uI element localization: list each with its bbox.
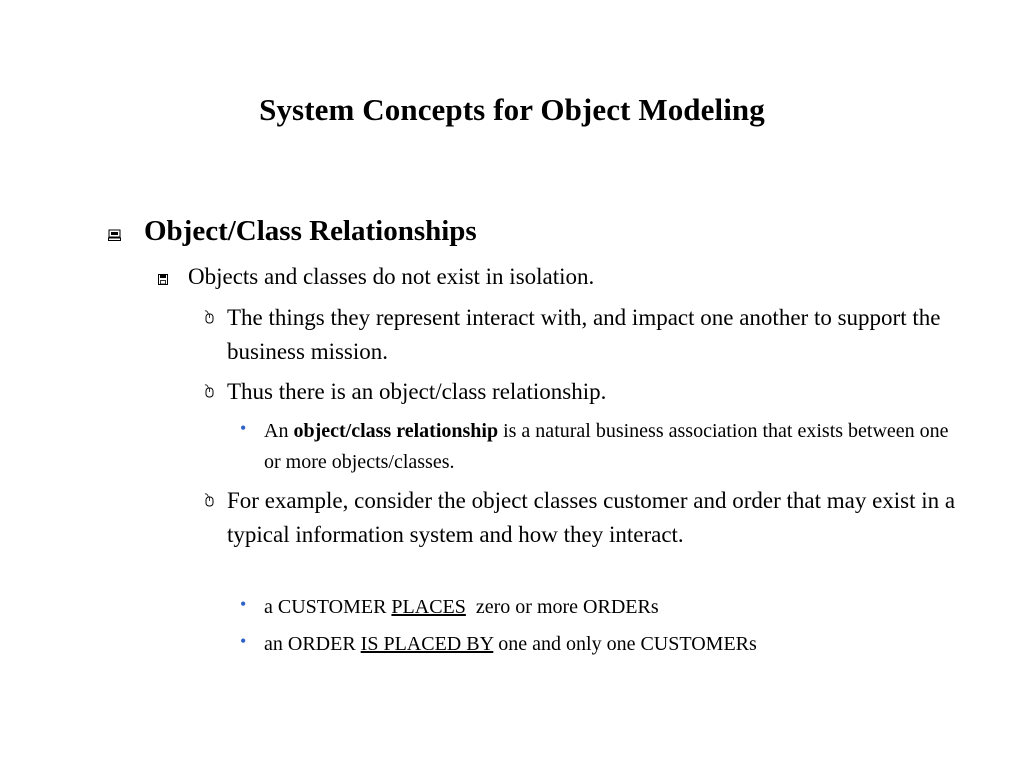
bullet-text: Object/Class Relationships xyxy=(144,215,477,247)
computer-monitor-icon xyxy=(108,229,121,241)
bullet-object-class-relationships xyxy=(108,213,968,249)
bullet-text: Objects and classes do not exist in isolation. xyxy=(188,264,595,289)
bullet-isolation xyxy=(158,262,958,292)
bullet-text: The things they represent interact with, and impact one another to support the business mission. xyxy=(227,305,941,364)
bullet-text: For example, consider the object classes customer and order that may exist in a typical information system and how they interact. xyxy=(227,488,956,547)
bullet-text xyxy=(264,592,960,623)
bullet-dot: • xyxy=(240,594,247,614)
bullet-customer-places xyxy=(240,592,960,623)
mouse-icon xyxy=(203,310,214,324)
bullet-interact xyxy=(203,301,963,369)
bullet-dot: • xyxy=(240,418,247,438)
mouse-icon xyxy=(203,493,214,507)
bullet-definition xyxy=(240,416,960,478)
bullet-text-pre: An xyxy=(264,420,294,442)
bullet-text-underline: PLACES xyxy=(391,596,466,618)
bullet-text: Thus there is an object/class relationship. xyxy=(227,379,607,404)
bullet-text xyxy=(264,416,960,478)
bullet-dot: • xyxy=(240,631,247,651)
bullet-text-post: zero or more ORDERs xyxy=(465,596,659,618)
bullet-example xyxy=(203,484,963,552)
bullet-text-bold: object/class relationship xyxy=(293,420,499,442)
bullet-relationship xyxy=(203,375,963,409)
floppy-disk-icon xyxy=(158,274,168,285)
bullet-text-post: one and only one CUSTOMERs xyxy=(493,633,757,655)
bullet-text xyxy=(264,629,960,660)
bullet-order-placed-by xyxy=(240,629,960,660)
mouse-icon xyxy=(203,384,214,398)
bullet-text-underline: IS PLACED BY xyxy=(360,633,494,655)
bullet-text-pre: an ORDER xyxy=(264,633,361,655)
bullet-text-pre: a CUSTOMER xyxy=(264,596,392,618)
bullet-text-post: is a natural business association that exists between one or more objects/classes. xyxy=(264,420,949,473)
slide-title: System Concepts for Object Modeling xyxy=(259,92,765,127)
